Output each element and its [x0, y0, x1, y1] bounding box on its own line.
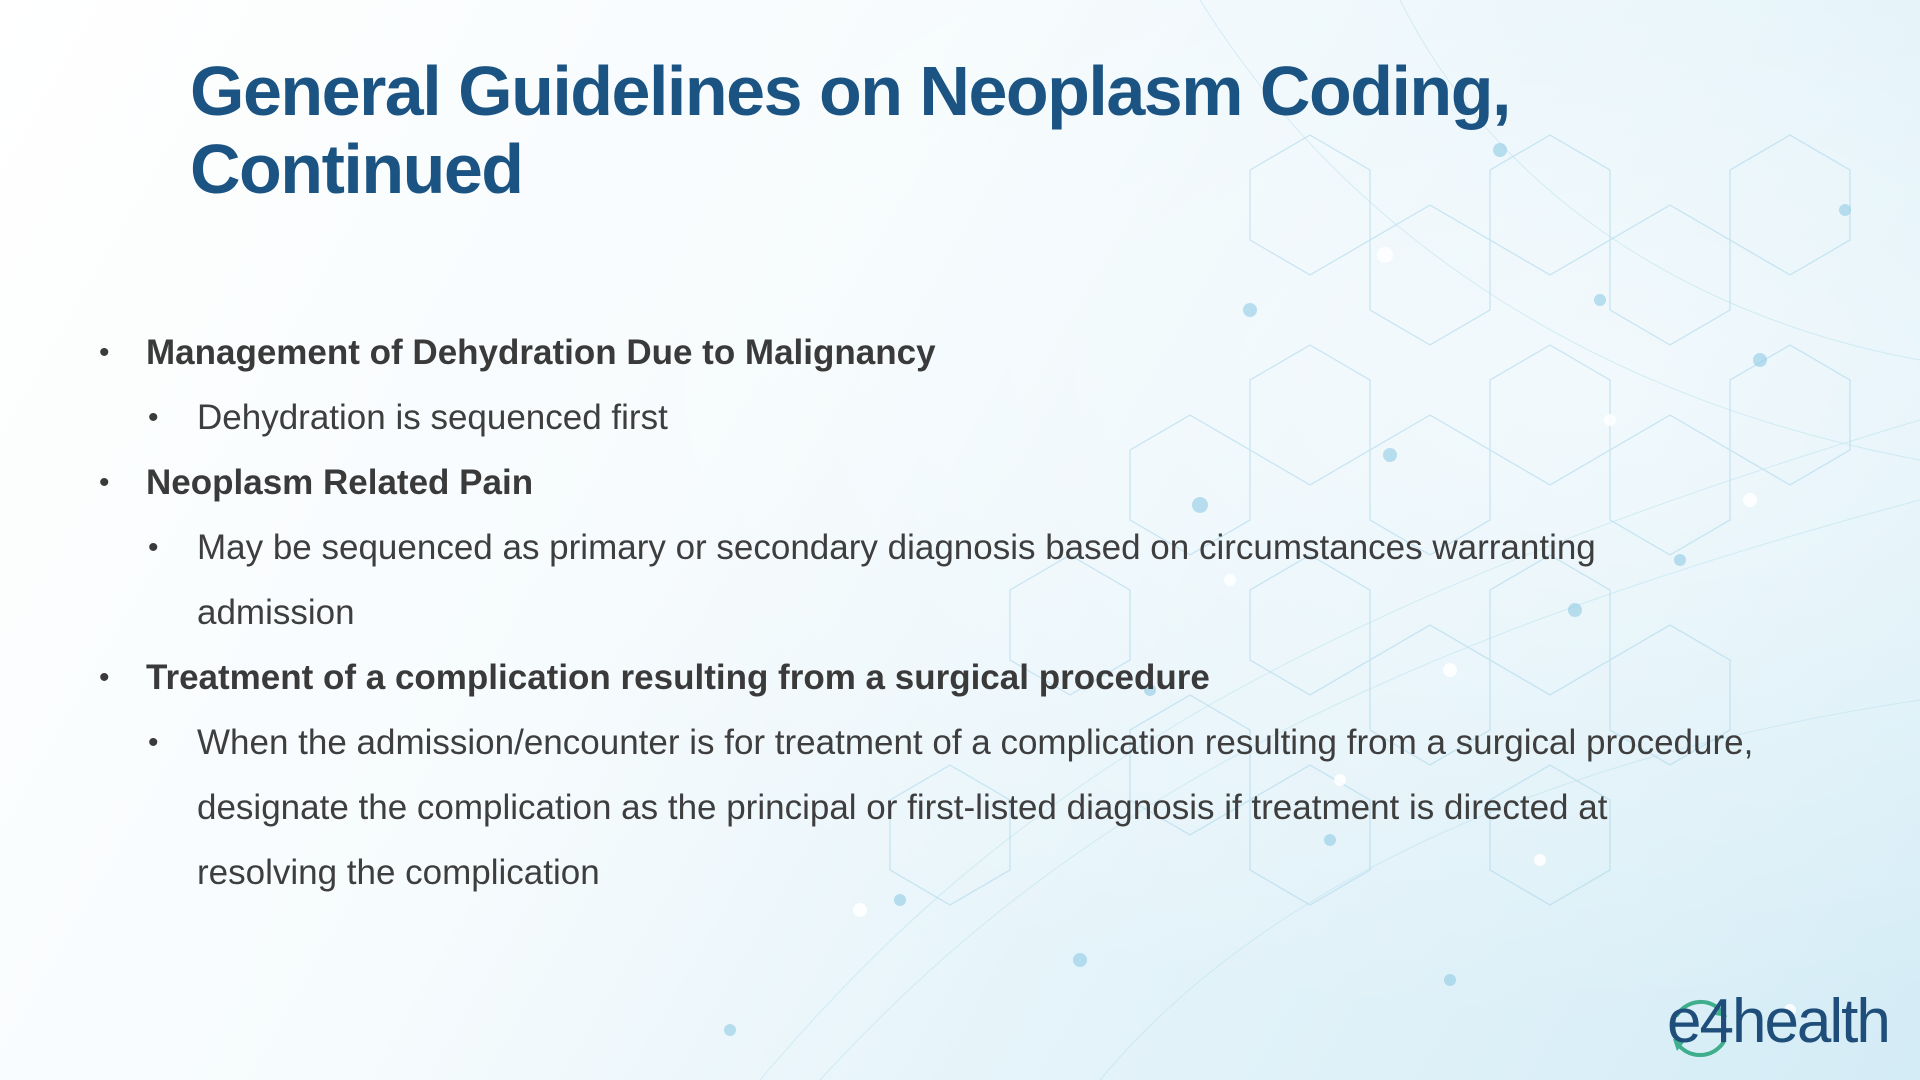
list-item	[95, 515, 1755, 645]
list-item	[95, 450, 1755, 515]
bullet-marker: •	[99, 336, 110, 369]
section-heading-surgical-complication: Treatment of a complication resulting from a surgical procedure	[146, 658, 1210, 697]
e4health-logo	[1667, 985, 1897, 1065]
section-point: When the admission/encounter is for treatment of a complication resulting from a surgical procedure, designate the complication as the principal or first-listed diagnosis if treatment is directed at resolving the complication	[197, 723, 1754, 892]
bullet-marker: •	[99, 466, 110, 499]
section-heading-dehydration: Management of Dehydration Due to Malignancy	[146, 333, 936, 372]
section-point: May be sequenced as primary or secondary diagnosis based on circumstances warranting admission	[197, 528, 1596, 632]
bullet-marker: •	[148, 401, 159, 434]
logo-wordmark: e4health	[1667, 987, 1889, 1056]
list-item	[95, 710, 1755, 905]
list-item	[95, 320, 1755, 385]
list-item	[95, 645, 1755, 710]
section-point: Dehydration is sequenced first	[197, 398, 668, 437]
slide-title: General Guidelines on Neoplasm Coding, Continued	[190, 52, 1510, 208]
bullet-marker: •	[99, 661, 110, 694]
bullet-marker: •	[148, 531, 159, 564]
section-heading-pain: Neoplasm Related Pain	[146, 463, 534, 502]
bullet-list	[95, 320, 1755, 905]
list-item	[95, 385, 1755, 450]
bullet-marker: •	[148, 726, 159, 759]
